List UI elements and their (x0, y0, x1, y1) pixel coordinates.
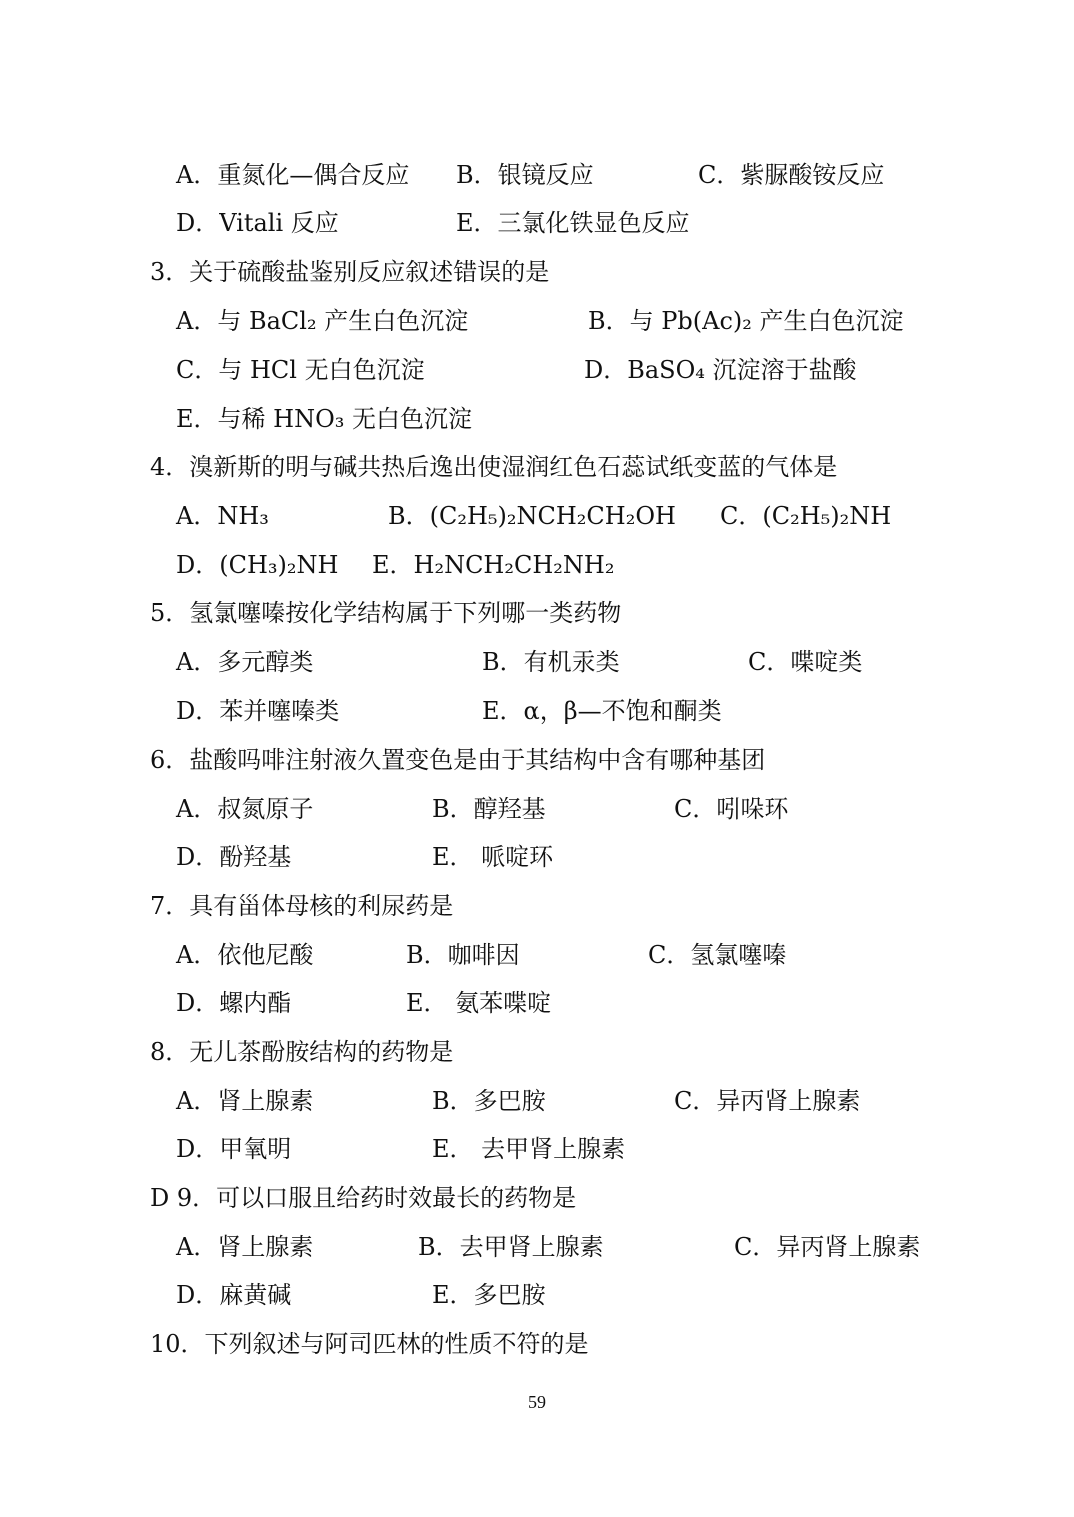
question-text: 4．溴新斯的明与碱共热后逸出使湿润红色石蕊试纸变蓝的气体是 (150, 453, 838, 481)
question-text: 6．盐酸吗啡注射液久置变色是由于其结构中含有哪种基团 (150, 746, 766, 774)
question-text: 5．氢氯噻嗪按化学结构属于下列哪一类药物 (150, 599, 622, 627)
option-d: D．甲氧明 (176, 1135, 292, 1163)
option-a: A．依他尼酸 (176, 941, 314, 969)
option-e: E．与稀 HNO₃ 无白色沉淀 (176, 405, 473, 433)
option-d: D．BaSO₄ 沉淀溶于盐酸 (584, 356, 857, 384)
option-c: C．(C₂H₅)₂NH (720, 502, 892, 530)
option-e: E． 哌啶环 (432, 843, 554, 871)
option-a: A．重氮化—偶合反应 (176, 161, 410, 189)
option-e: E． 氨苯喋啶 (406, 989, 552, 1017)
option-d: D．(CH₃)₂NH (176, 551, 339, 579)
option-c: C．氢氯噻嗪 (648, 941, 787, 969)
question-text: 7．具有甾体母核的利尿药是 (150, 892, 454, 920)
option-e: E．H₂NCH₂CH₂NH₂ (372, 551, 615, 579)
option-b: B．有机汞类 (482, 648, 620, 676)
option-e: E．三氯化铁显色反应 (456, 209, 690, 237)
option-a: A．多元醇类 (176, 648, 314, 676)
option-b: B．与 Pb(Ac)₂ 产生白色沉淀 (588, 307, 904, 335)
option-b: B．银镜反应 (456, 161, 594, 189)
question-text: 10．下列叙述与阿司匹林的性质不符的是 (150, 1330, 589, 1358)
option-a: A．NH₃ (176, 502, 269, 530)
option-c: C．吲哚环 (674, 795, 789, 823)
option-e: E． 去甲肾上腺素 (432, 1135, 626, 1163)
option-b: B．去甲肾上腺素 (418, 1233, 604, 1261)
option-c: C．异丙肾上腺素 (674, 1087, 861, 1115)
option-b: B．咖啡因 (406, 941, 520, 969)
page-number: 59 (528, 1392, 546, 1412)
option-c: C．异丙肾上腺素 (734, 1233, 921, 1261)
option-b: B．多巴胺 (432, 1087, 546, 1115)
question-text: 3．关于硫酸盐鉴别反应叙述错误的是 (150, 258, 550, 286)
option-e: E．α，β—不饱和酮类 (482, 697, 722, 725)
option-e: E．多巴胺 (432, 1281, 546, 1309)
option-c: C．紫脲酸铵反应 (698, 161, 885, 189)
option-d: D．螺内酯 (176, 989, 292, 1017)
option-c: C．喋啶类 (748, 648, 863, 676)
option-d: D．麻黄碱 (176, 1281, 292, 1309)
option-b: B．(C₂H₅)₂NCH₂CH₂OH (388, 502, 676, 530)
option-a: A．肾上腺素 (176, 1087, 314, 1115)
option-a: A．肾上腺素 (176, 1233, 314, 1261)
question-text: 8．无儿茶酚胺结构的药物是 (150, 1038, 454, 1066)
option-a: A．与 BaCl₂ 产生白色沉淀 (176, 307, 469, 335)
option-a: A．叔氮原子 (176, 795, 314, 823)
option-d: D．酚羟基 (176, 843, 292, 871)
question-text: D 9．可以口服且给药时效最长的药物是 (150, 1184, 577, 1212)
option-b: B．醇羟基 (432, 795, 546, 823)
option-c: C．与 HCl 无白色沉淀 (176, 356, 425, 384)
option-d: D．苯并噻嗪类 (176, 697, 340, 725)
option-d: D．Vitali 反应 (176, 209, 339, 237)
